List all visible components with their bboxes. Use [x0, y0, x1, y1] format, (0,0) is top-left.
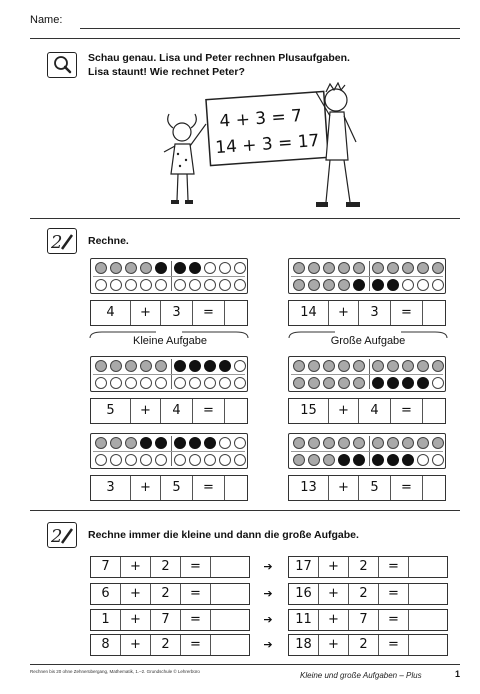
table-cell: +: [121, 557, 151, 577]
bead-empty: [155, 454, 167, 466]
bead-empty: [219, 279, 231, 291]
bead-empty: [140, 454, 152, 466]
table-cell: 2: [151, 557, 181, 577]
bead-gray: [125, 437, 137, 449]
answer-field[interactable]: [211, 584, 249, 604]
big-task-brace: [287, 330, 449, 340]
bead-black: [372, 454, 384, 466]
answer-field[interactable]: [423, 476, 445, 500]
table-row-left: [90, 634, 250, 656]
bead-gray: [293, 360, 305, 372]
bead-gray: [323, 279, 335, 291]
bead-empty: [140, 377, 152, 389]
arrow-right-icon: ➔: [263, 561, 273, 573]
bead-empty: [140, 279, 152, 291]
task1-text-line2: Lisa staunt! Wie rechnet Peter?: [88, 66, 245, 78]
bead-black: [338, 454, 350, 466]
bead-black: [189, 262, 201, 274]
bead-rack: [288, 258, 446, 294]
bead-empty: [204, 279, 216, 291]
table-cell: 2: [349, 557, 379, 577]
equation-cell: +: [329, 399, 359, 423]
table-cell: 2: [349, 584, 379, 604]
bead-empty: [95, 454, 107, 466]
equation-cell: 4: [161, 399, 193, 423]
bead-gray: [387, 360, 399, 372]
bead-black: [174, 437, 186, 449]
table-cell: 1: [91, 610, 121, 630]
table-cell: +: [319, 610, 349, 630]
bead-black: [402, 377, 414, 389]
section-divider-1: [30, 218, 460, 219]
table-row-right: [288, 634, 448, 656]
bead-empty: [204, 454, 216, 466]
bead-gray: [125, 262, 137, 274]
bead-rack: [288, 356, 446, 392]
ten-frame-3: [90, 356, 248, 424]
bead-gray: [432, 360, 444, 372]
bead-gray: [323, 377, 335, 389]
table-cell: =: [181, 584, 211, 604]
bead-gray: [353, 437, 365, 449]
bead-rack: [288, 433, 446, 469]
table-cell: +: [319, 584, 349, 604]
bead-black: [353, 279, 365, 291]
table-cell: 7: [349, 610, 379, 630]
table-cell: 7: [91, 557, 121, 577]
bead-gray: [323, 437, 335, 449]
bead-gray: [353, 377, 365, 389]
bead-empty: [219, 262, 231, 274]
bead-empty: [417, 279, 429, 291]
bead-black: [189, 360, 201, 372]
bead-gray: [140, 262, 152, 274]
bead-gray: [293, 454, 305, 466]
bead-gray: [308, 279, 320, 291]
bead-gray: [417, 437, 429, 449]
table-row-right: [288, 583, 448, 605]
arrow-right-icon: ➔: [263, 614, 273, 626]
equation-cell: 3: [91, 476, 131, 500]
answer-field[interactable]: [409, 584, 447, 604]
svg-text:2: 2: [51, 526, 63, 547]
table-cell: +: [319, 557, 349, 577]
bead-black: [155, 262, 167, 274]
footer-title: Kleine und große Aufgaben – Plus: [300, 671, 422, 680]
ten-frame-5: [90, 433, 248, 501]
bead-black: [387, 279, 399, 291]
table-cell: 8: [91, 635, 121, 655]
bead-gray: [338, 279, 350, 291]
bead-gray: [372, 262, 384, 274]
bead-gray: [308, 262, 320, 274]
board-line2: 14 + 3 = 17: [214, 130, 320, 159]
equation-cell: =: [391, 399, 423, 423]
bead-empty: [174, 377, 186, 389]
bead-gray: [95, 437, 107, 449]
page-number: 1: [455, 669, 461, 679]
equation-cell: 15: [289, 399, 329, 423]
table-row-left: [90, 583, 250, 605]
equation-cell: =: [391, 476, 423, 500]
bead-empty: [95, 279, 107, 291]
answer-field[interactable]: [423, 399, 445, 423]
bead-gray: [110, 437, 122, 449]
bead-empty: [234, 437, 246, 449]
bead-empty: [234, 454, 246, 466]
bead-gray: [402, 437, 414, 449]
bead-empty: [432, 454, 444, 466]
equation-cell: +: [131, 301, 161, 325]
bead-empty: [155, 279, 167, 291]
equation-cell: =: [193, 476, 225, 500]
equation-cell: 5: [359, 476, 391, 500]
bead-black: [387, 377, 399, 389]
equation-row: [288, 475, 446, 501]
table-cell: +: [121, 635, 151, 655]
table-cell: 6: [91, 584, 121, 604]
table-cell: =: [181, 635, 211, 655]
bead-rack: [90, 433, 248, 469]
bead-empty: [432, 279, 444, 291]
bead-black: [140, 437, 152, 449]
table-row-right: [288, 556, 448, 578]
bead-empty: [204, 262, 216, 274]
table-cell: 7: [151, 610, 181, 630]
bead-empty: [402, 279, 414, 291]
bead-empty: [110, 377, 122, 389]
table-cell: +: [121, 584, 151, 604]
bead-gray: [95, 262, 107, 274]
bead-empty: [125, 377, 137, 389]
name-label: Name:: [30, 14, 63, 26]
ten-frame-6: [288, 433, 446, 501]
bead-rack: [90, 258, 248, 294]
table-cell: 2: [151, 584, 181, 604]
answer-field[interactable]: [409, 635, 447, 655]
pencil-writing-icon: [47, 522, 77, 548]
small-task-brace: [88, 330, 250, 340]
bead-black: [155, 437, 167, 449]
bead-gray: [308, 437, 320, 449]
bead-gray: [95, 360, 107, 372]
table-cell: =: [379, 610, 409, 630]
table-cell: =: [181, 610, 211, 630]
table-cell: =: [181, 557, 211, 577]
table-cell: +: [319, 635, 349, 655]
bead-gray: [353, 360, 365, 372]
bead-gray: [293, 437, 305, 449]
bead-gray: [125, 360, 137, 372]
equation-cell: 3: [359, 301, 391, 325]
bead-gray: [387, 262, 399, 274]
table-cell: =: [379, 557, 409, 577]
table-cell: 17: [289, 557, 319, 577]
footer-divider: [30, 664, 460, 665]
bead-gray: [323, 360, 335, 372]
bead-gray: [338, 360, 350, 372]
bead-gray: [432, 262, 444, 274]
ten-frame-2: [288, 258, 446, 326]
bead-empty: [95, 377, 107, 389]
equation-cell: +: [131, 399, 161, 423]
bead-empty: [189, 377, 201, 389]
table-cell: +: [121, 610, 151, 630]
equation-row: [90, 398, 248, 424]
bead-gray: [110, 262, 122, 274]
bead-black: [372, 279, 384, 291]
bead-empty: [189, 454, 201, 466]
bead-empty: [204, 377, 216, 389]
equation-cell: 14: [289, 301, 329, 325]
equation-row: [288, 398, 446, 424]
equation-cell: 4: [359, 399, 391, 423]
ten-frame-1: [90, 258, 248, 326]
bead-gray: [308, 377, 320, 389]
bead-black: [387, 454, 399, 466]
bead-black: [417, 377, 429, 389]
arrow-right-icon: ➔: [263, 639, 273, 651]
answer-field[interactable]: [225, 476, 247, 500]
bead-gray: [308, 360, 320, 372]
table-cell: 11: [289, 610, 319, 630]
bead-black: [204, 437, 216, 449]
answer-field[interactable]: [225, 301, 247, 325]
bead-empty: [219, 454, 231, 466]
equation-row: [90, 300, 248, 326]
bead-gray: [417, 360, 429, 372]
bead-empty: [110, 279, 122, 291]
equation-cell: 3: [161, 301, 193, 325]
answer-field[interactable]: [423, 301, 445, 325]
bead-black: [189, 437, 201, 449]
bead-black: [174, 360, 186, 372]
answer-field[interactable]: [225, 399, 247, 423]
arrow-right-icon: ➔: [263, 588, 273, 600]
bead-empty: [234, 262, 246, 274]
svg-text:2: 2: [51, 232, 63, 253]
bead-empty: [174, 454, 186, 466]
bead-gray: [432, 437, 444, 449]
bead-black: [174, 262, 186, 274]
table-cell: 2: [349, 635, 379, 655]
bead-gray: [372, 360, 384, 372]
bead-empty: [234, 377, 246, 389]
table-cell: 18: [289, 635, 319, 655]
board-line1: 4 + 3 = 7: [218, 106, 303, 132]
footer-left: Rechnen bis 20 ohne Zehnerübergang, Mathematik, 1.–2. Grundschule © Lehrerbüro: [30, 669, 200, 674]
answer-field[interactable]: [211, 635, 249, 655]
equation-cell: 4: [91, 301, 131, 325]
bead-gray: [110, 360, 122, 372]
table-row-right: [288, 609, 448, 631]
bead-gray: [323, 454, 335, 466]
equation-cell: 13: [289, 476, 329, 500]
equation-cell: +: [329, 301, 359, 325]
bead-empty: [432, 377, 444, 389]
bead-gray: [353, 262, 365, 274]
bead-black: [372, 377, 384, 389]
bead-gray: [402, 360, 414, 372]
bead-black: [353, 454, 365, 466]
bead-black: [204, 360, 216, 372]
bead-empty: [125, 279, 137, 291]
bead-empty: [417, 454, 429, 466]
answer-field[interactable]: [409, 557, 447, 577]
answer-field[interactable]: [211, 610, 249, 630]
bead-gray: [155, 360, 167, 372]
bead-empty: [125, 454, 137, 466]
bead-rack: [90, 356, 248, 392]
bead-gray: [140, 360, 152, 372]
bead-gray: [293, 377, 305, 389]
table-cell: 2: [151, 635, 181, 655]
bead-gray: [293, 262, 305, 274]
bead-gray: [338, 262, 350, 274]
bead-empty: [219, 437, 231, 449]
bead-empty: [219, 377, 231, 389]
ten-frame-4: [288, 356, 446, 424]
equation-cell: =: [391, 301, 423, 325]
table-cell: =: [379, 584, 409, 604]
name-line: [80, 28, 460, 29]
bead-gray: [308, 454, 320, 466]
bead-empty: [234, 279, 246, 291]
bead-empty: [155, 377, 167, 389]
equation-cell: +: [131, 476, 161, 500]
bead-black: [219, 360, 231, 372]
bead-empty: [234, 360, 246, 372]
bead-black: [402, 454, 414, 466]
label-big-task: Große Aufgabe: [330, 335, 406, 347]
pencil-writing-icon: [47, 228, 77, 254]
table-cell: =: [379, 635, 409, 655]
section-divider-2: [30, 510, 460, 511]
bead-gray: [338, 377, 350, 389]
bead-gray: [402, 262, 414, 274]
bead-empty: [174, 279, 186, 291]
equation-cell: =: [193, 399, 225, 423]
bead-gray: [293, 279, 305, 291]
equation-cell: 5: [91, 399, 131, 423]
table-row-left: [90, 609, 250, 631]
task2-title: Rechne.: [88, 235, 129, 247]
bead-gray: [338, 437, 350, 449]
bead-empty: [189, 279, 201, 291]
answer-field[interactable]: [211, 557, 249, 577]
equation-row: [90, 475, 248, 501]
bead-gray: [387, 437, 399, 449]
magnifier-icon: [47, 52, 77, 78]
task3-title: Rechne immer die kleine und dann die große Aufgabe.: [88, 529, 359, 541]
header-divider: [30, 38, 460, 39]
equation-row: [288, 300, 446, 326]
bead-gray: [372, 437, 384, 449]
table-cell: 16: [289, 584, 319, 604]
equation-cell: +: [329, 476, 359, 500]
lisa-peter-illustration: [140, 82, 370, 212]
label-small-task: Kleine Aufgabe: [132, 335, 207, 347]
equation-cell: 5: [161, 476, 193, 500]
table-row-left: [90, 556, 250, 578]
equation-cell: =: [193, 301, 225, 325]
task1-text-line1: Schau genau. Lisa und Peter rechnen Plusaufgaben.: [88, 52, 350, 64]
answer-field[interactable]: [409, 610, 447, 630]
bead-gray: [417, 262, 429, 274]
bead-empty: [110, 454, 122, 466]
bead-gray: [323, 262, 335, 274]
